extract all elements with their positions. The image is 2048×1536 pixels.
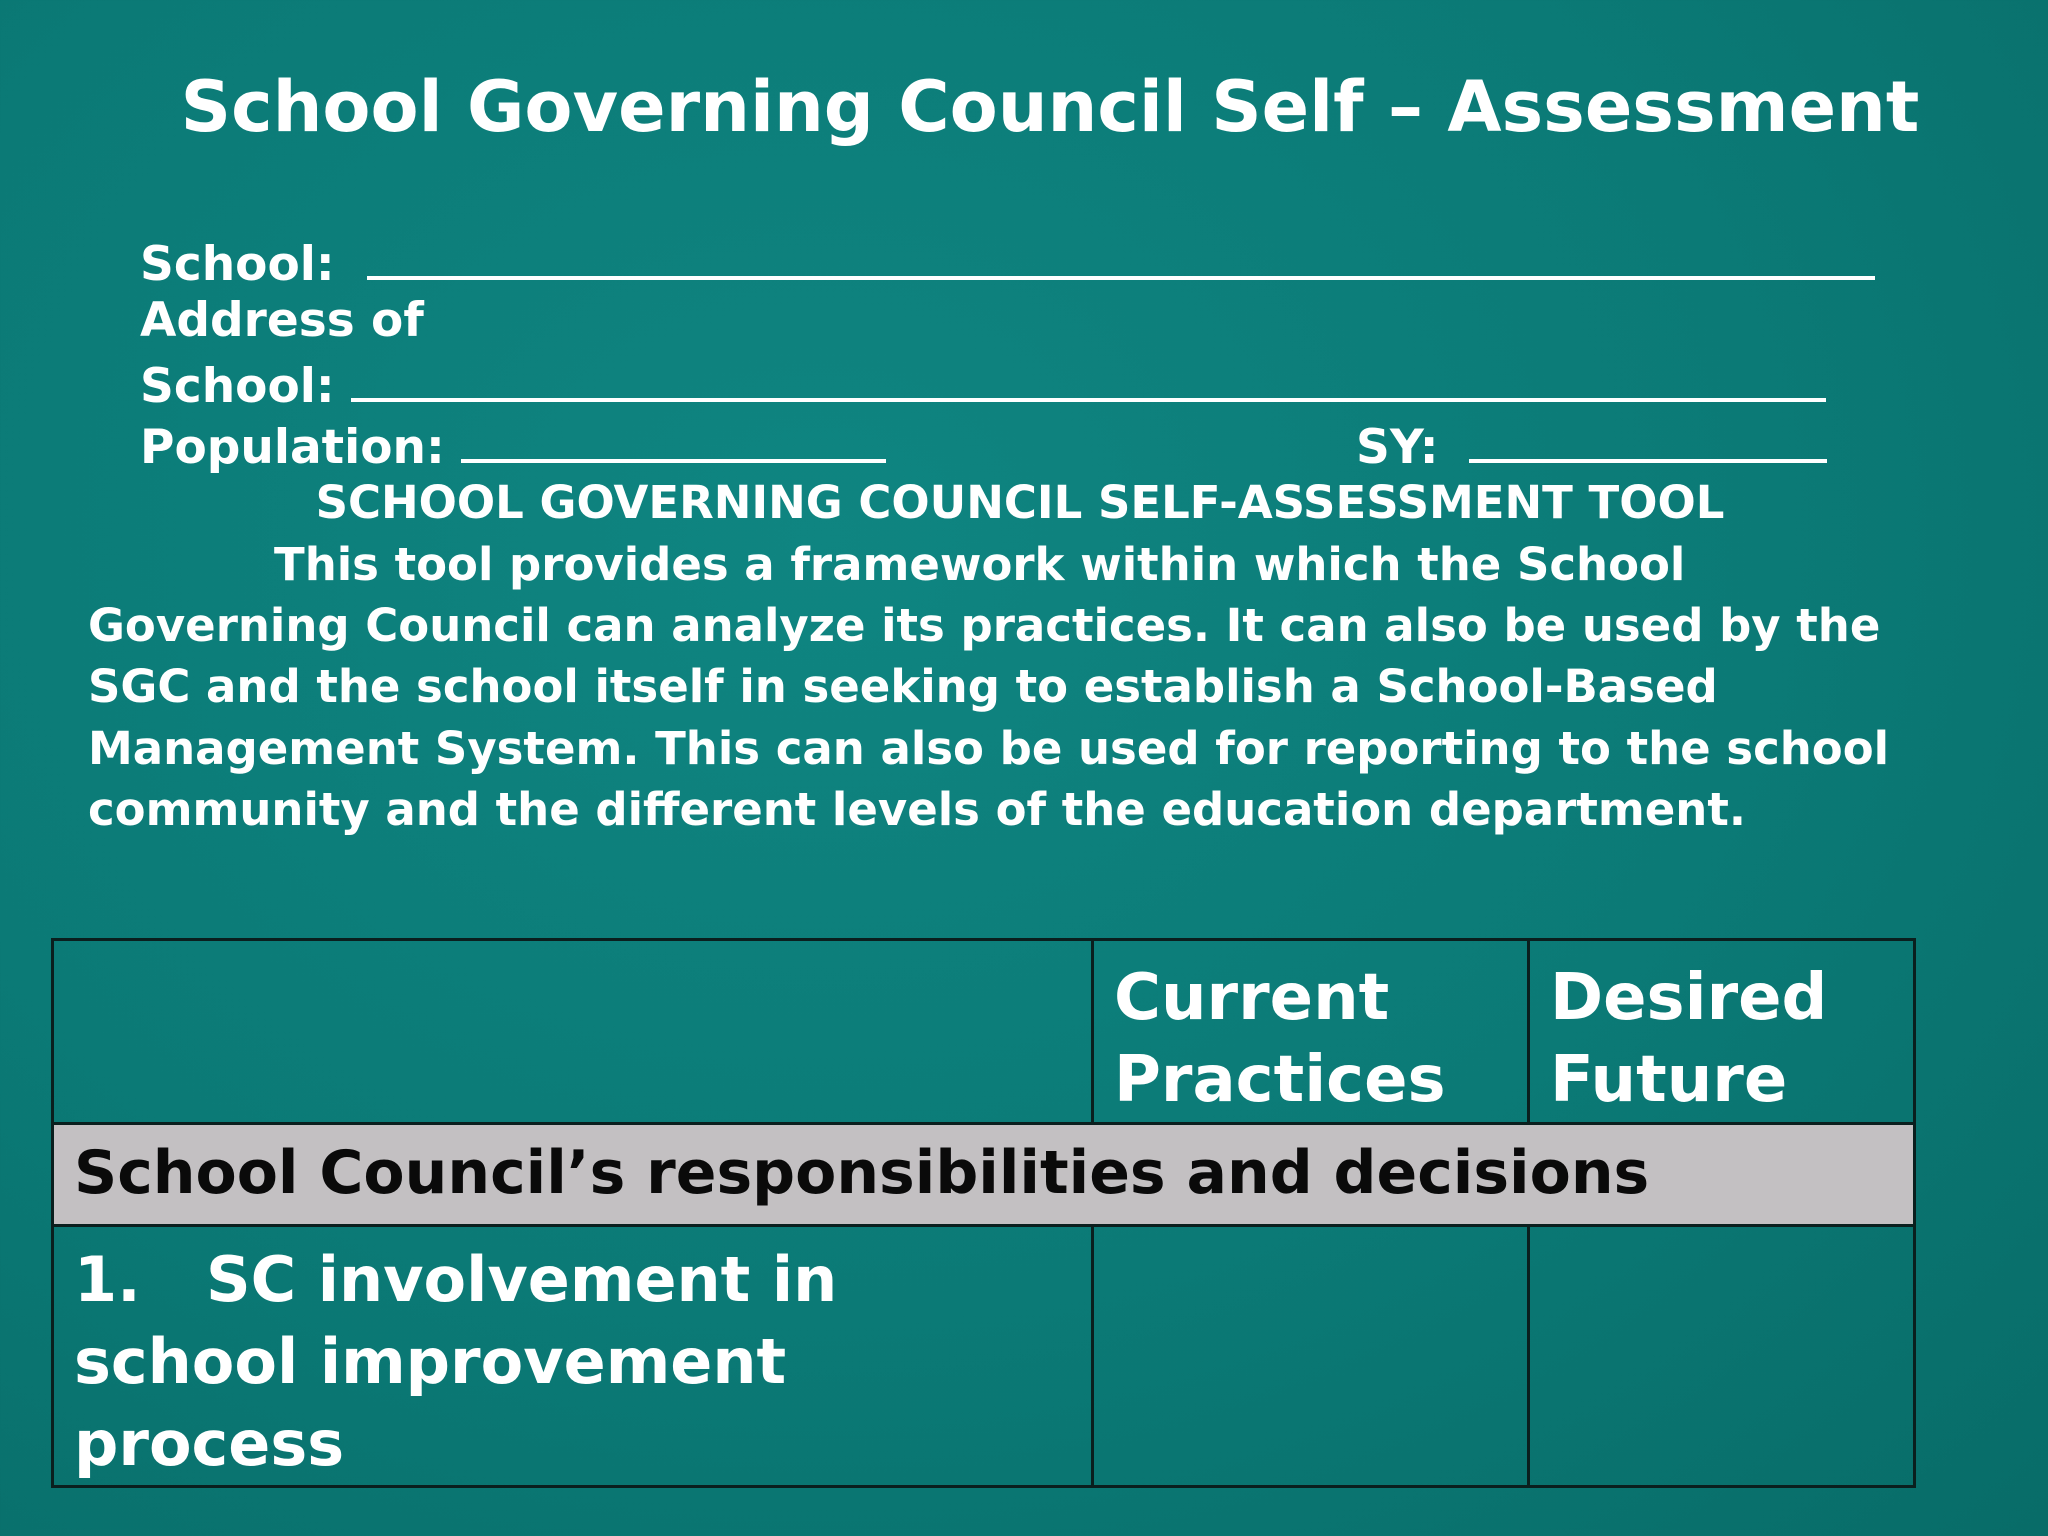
address-field[interactable] <box>351 352 1826 402</box>
slide-title: School Governing Council Self – Assessment <box>180 66 1920 148</box>
sy-label: SY: <box>1356 420 1439 475</box>
table-row <box>53 1226 1915 1487</box>
description-line: SGC and the school itself in seeking to establish a School-Based <box>88 660 1718 713</box>
current-practices-cell[interactable] <box>1093 1226 1529 1487</box>
school-label: School: <box>140 237 335 292</box>
item-text: SC involvement in school improvement process <box>74 1243 838 1480</box>
population-field-row <box>140 413 886 478</box>
address-field-row <box>140 352 1826 417</box>
section-row <box>53 1124 1915 1226</box>
description-line: community and the different levels of the education department. <box>88 783 1746 836</box>
tool-heading: SCHOOL GOVERNING COUNCIL SELF-ASSESSMENT TOOL <box>315 476 1725 529</box>
sy-field-row <box>1356 413 1827 478</box>
section-title: School Council’s responsibilities and decisions <box>53 1124 1915 1226</box>
item-cell <box>53 1226 1093 1487</box>
description-line: Governing Council can analyze its practices. It can also be used by the <box>88 599 1881 652</box>
sy-field[interactable] <box>1469 413 1827 463</box>
address-label: School: <box>140 359 335 414</box>
description-line: Management System. This can also be used for reporting to the school <box>88 722 1890 775</box>
header-desired-future: Desired Future <box>1529 940 1915 1124</box>
table-header-row <box>53 940 1915 1124</box>
desired-future-cell[interactable] <box>1529 1226 1915 1487</box>
assessment-table <box>51 938 1916 1488</box>
item-number: 1. <box>74 1243 141 1316</box>
school-field-row <box>140 230 1875 295</box>
school-field[interactable] <box>367 230 1875 280</box>
population-label: Population: <box>140 420 445 475</box>
population-field[interactable] <box>461 413 886 463</box>
header-blank-cell <box>53 940 1093 1124</box>
address-label-line: Address of <box>140 293 424 348</box>
header-current-practices: Current Practices <box>1093 940 1529 1124</box>
description-line: This tool provides a framework within which the School <box>274 538 1686 591</box>
